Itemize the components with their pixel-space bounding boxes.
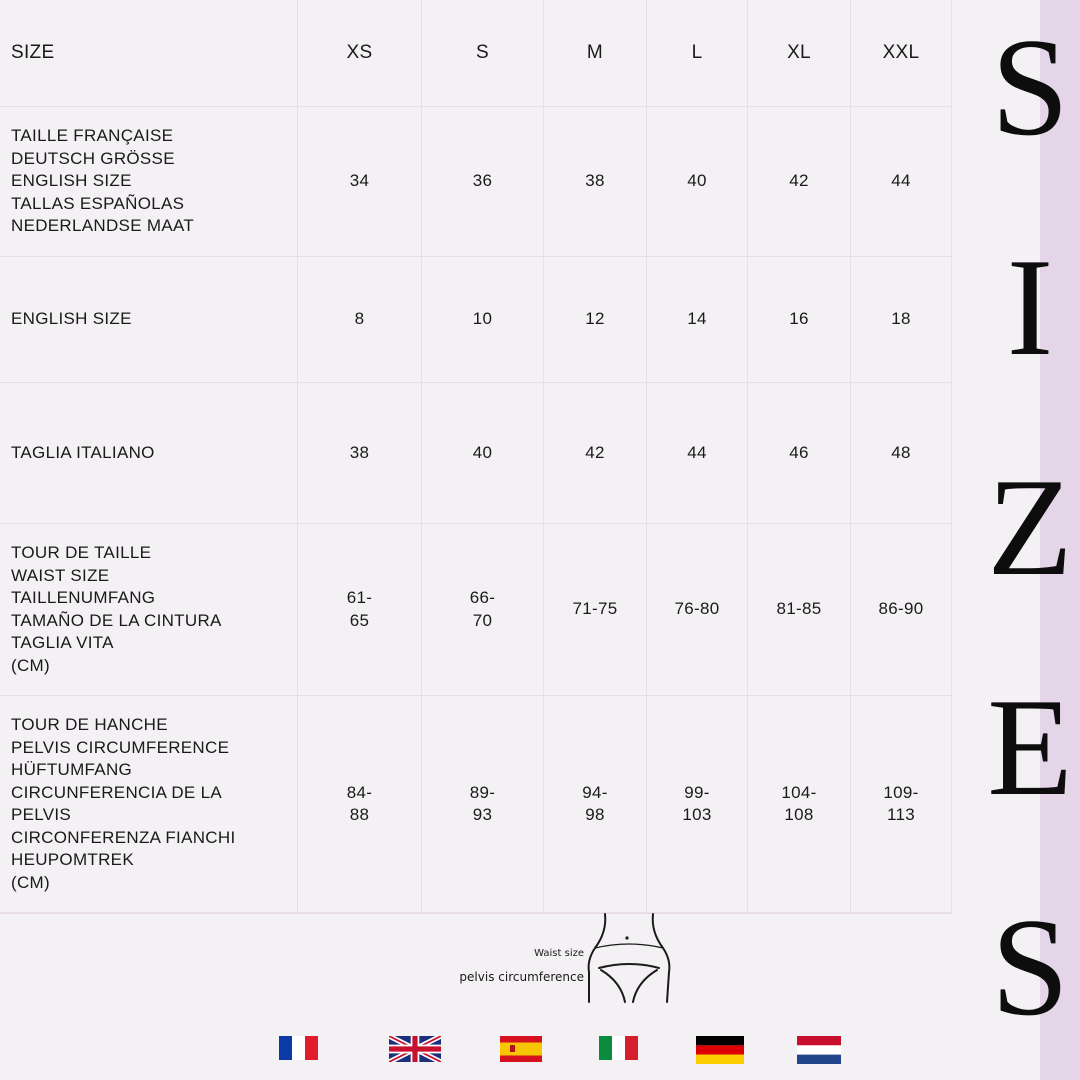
header-size-xxl: XXL	[851, 0, 952, 107]
table-cell: 10	[422, 257, 544, 383]
language-flags	[0, 1030, 952, 1070]
body-silhouette-icon	[585, 912, 675, 1008]
table-cell: 38	[298, 383, 422, 524]
header-size-label: SIZE	[0, 0, 298, 107]
table-cell: 40	[647, 107, 748, 257]
side-title-letter: S	[991, 10, 1069, 165]
side-title-letter: I	[1006, 230, 1054, 385]
row-label-waist-size: TOUR DE TAILLE WAIST SIZE TAILLENUMFANG TAMAÑO DE LA CINTURA TAGLIA VITA (CM)	[0, 524, 298, 696]
table-cell: 48	[851, 383, 952, 524]
row-label-english-size: ENGLISH SIZE	[0, 257, 298, 383]
table-cell: 46	[748, 383, 851, 524]
table-cell: 18	[851, 257, 952, 383]
table-cell: 44	[647, 383, 748, 524]
table-cell: 86-90	[851, 524, 952, 696]
row-label-pelvis-circumference: TOUR DE HANCHE PELVIS CIRCUMFERENCE HÜFTUMFANG CIRCUNFERENCIA DE LA PELVIS CIRCONFERENZA FIANCHI HEUPOMTREK (CM)	[0, 696, 298, 913]
table-cell: 99- 103	[647, 696, 748, 913]
header-size-l: L	[647, 0, 748, 107]
side-title-letter: E	[987, 670, 1073, 825]
italy-flag-icon	[599, 1036, 638, 1060]
table-cell: 71-75	[544, 524, 647, 696]
waist-size-label: Waist size	[534, 948, 584, 959]
table-cell: 66- 70	[422, 524, 544, 696]
table-cell: 44	[851, 107, 952, 257]
table-cell: 42	[544, 383, 647, 524]
side-title-letter: Z	[987, 450, 1073, 605]
france-flag-icon	[279, 1036, 318, 1060]
side-title	[980, 0, 1080, 1080]
table-cell: 61- 65	[298, 524, 422, 696]
table-cell: 16	[748, 257, 851, 383]
table-cell: 94- 98	[544, 696, 647, 913]
netherlands-flag-icon	[797, 1036, 841, 1064]
header-size-s: S	[422, 0, 544, 107]
side-title-letter: S	[991, 890, 1069, 1045]
header-size-xl: XL	[748, 0, 851, 107]
germany-flag-icon	[696, 1036, 744, 1064]
table-cell: 8	[298, 257, 422, 383]
uk-flag-icon	[389, 1036, 441, 1062]
header-size-m: M	[544, 0, 647, 107]
table-cell: 76-80	[647, 524, 748, 696]
table-cell: 104- 108	[748, 696, 851, 913]
header-size-xs: XS	[298, 0, 422, 107]
table-cell: 84- 88	[298, 696, 422, 913]
table-cell: 12	[544, 257, 647, 383]
table-cell: 40	[422, 383, 544, 524]
table-cell: 81-85	[748, 524, 851, 696]
measurement-legend	[440, 910, 680, 1010]
table-cell: 109- 113	[851, 696, 952, 913]
row-label-italian-size: TAGLIA ITALIANO	[0, 383, 298, 524]
table-cell: 38	[544, 107, 647, 257]
table-cell: 42	[748, 107, 851, 257]
table-cell: 34	[298, 107, 422, 257]
table-cell: 36	[422, 107, 544, 257]
row-label-eu-size: TAILLE FRANÇAISE DEUTSCH GRÖSSE ENGLISH SIZE TALLAS ESPAÑOLAS NEDERLANDSE MAAT	[0, 107, 298, 257]
pelvis-circumference-label: pelvis circumference	[459, 970, 584, 984]
table-cell: 14	[647, 257, 748, 383]
table-cell: 89- 93	[422, 696, 544, 913]
spain-flag-icon	[500, 1036, 542, 1062]
